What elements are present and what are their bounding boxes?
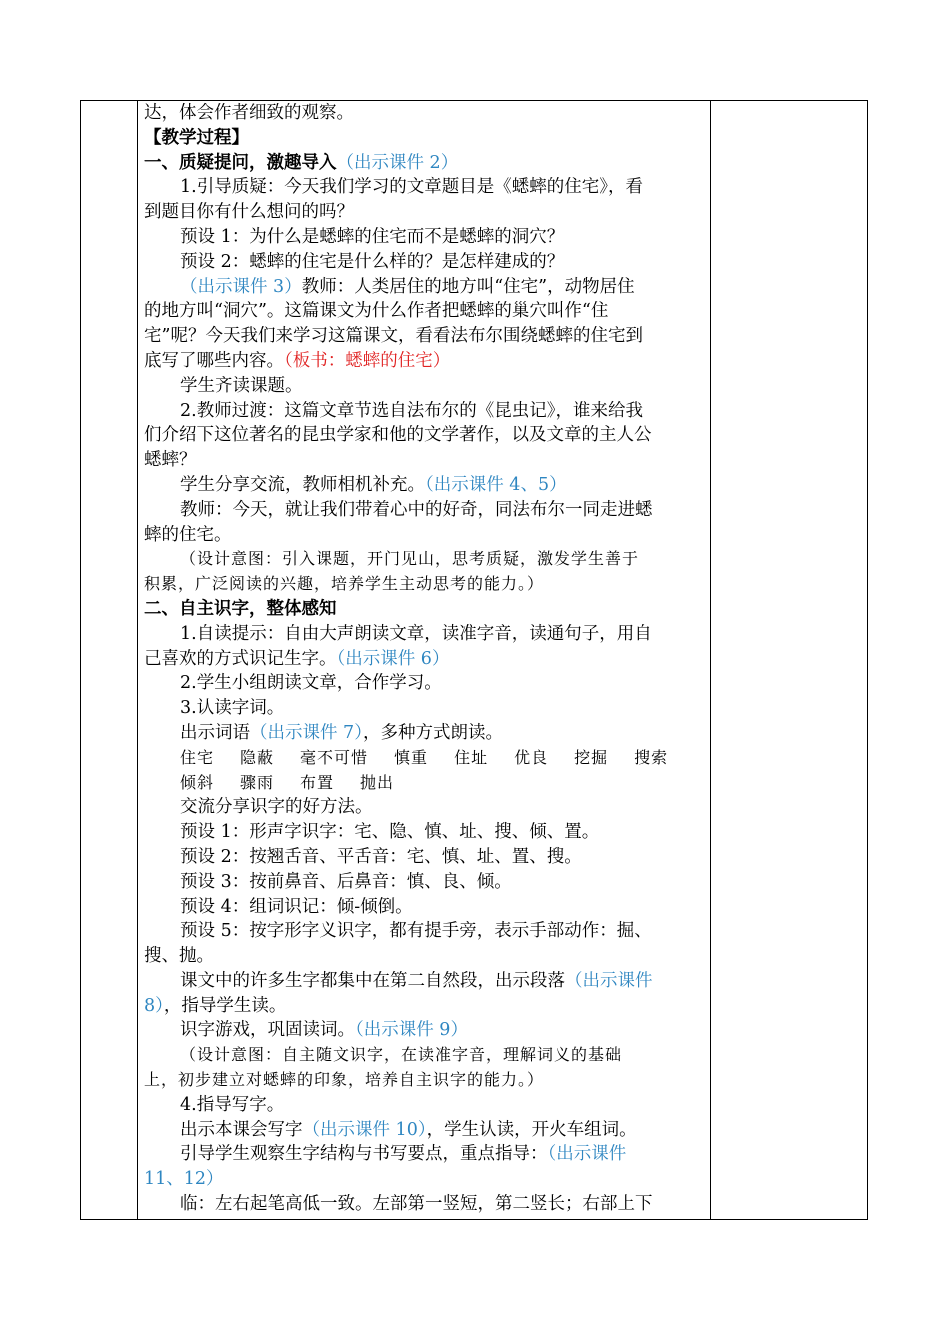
courseware-reference: （出示课件 7） <box>250 722 363 743</box>
text-line <box>144 771 707 796</box>
text-line <box>144 647 707 672</box>
text-line <box>144 423 707 448</box>
line-text: 学生分享交流，教师相机补充。 <box>180 474 425 495</box>
text-line <box>144 895 707 920</box>
text-line <box>144 969 707 994</box>
line-text: 学生齐读课题。 <box>180 375 303 396</box>
line-text: 搜、抛。 <box>144 946 214 967</box>
table-column-divider-right <box>710 101 711 1219</box>
text-line <box>144 126 707 151</box>
blackboard-note: （板书：蟋蟀的住宅） <box>284 350 451 371</box>
vocab-word: 隐蔽 <box>240 747 275 767</box>
line-text: 达，体会作者细致的观察。 <box>144 103 354 123</box>
line-text: 1.引导质疑：今天我们学习的文章题目是《蟋蟀的住宅》，看 <box>180 177 643 198</box>
text-line <box>144 101 707 126</box>
courseware-reference: （出示课件 <box>547 1144 627 1165</box>
line-text: 预设 4：组词识记：倾-倾倒。 <box>180 896 413 917</box>
text-line <box>144 448 707 473</box>
line-text: 识字游戏，巩固读词。 <box>180 1020 355 1041</box>
line-text: 教师：人类居住的地方叫“住宅”，动物居住 <box>301 276 635 297</box>
line-text: 预设 1：形声字识字：宅、隐、慎、址、搜、倾、置。 <box>180 822 600 843</box>
text-line <box>144 696 707 721</box>
text-line <box>144 1167 707 1192</box>
line-text: 【教学过程】 <box>144 127 249 148</box>
vocab-word: 慎重 <box>394 747 429 767</box>
vocab-word: 毫不可惜 <box>300 747 369 767</box>
vocab-word: 优良 <box>514 747 549 767</box>
line-text: 出示词语 <box>180 722 250 743</box>
text-line <box>144 1018 707 1043</box>
line-text: 教师：今天，就让我们带着心中的好奇，同法布尔一同走进蟋 <box>180 499 653 520</box>
line-text: 预设 2：蟋蟀的住宅是什么样的？是怎样建成的？ <box>180 251 565 272</box>
text-line <box>144 324 707 349</box>
line-text: 引导学生观察生字结构与书写要点，重点指导： <box>180 1144 548 1165</box>
text-line <box>144 275 707 300</box>
lesson-content <box>144 101 707 1217</box>
text-line <box>144 399 707 424</box>
line-text: 到题目你有什么想问的吗？ <box>144 202 354 223</box>
text-line <box>144 820 707 845</box>
line-text: （设计意图：引入课题，开门见山，思考质疑，激发学生善于 <box>180 549 640 569</box>
text-line <box>144 250 707 275</box>
vocab-word: 骤雨 <box>240 772 275 792</box>
line-text: ，指导学生读。 <box>163 995 287 1016</box>
line-text-after: ，学生认读，开火车组词。 <box>426 1119 637 1140</box>
text-line <box>144 473 707 498</box>
table-column-divider-left <box>137 101 138 1219</box>
line-text: 2.教师过渡：这篇文章节选自法布尔的《昆虫记》，谁来给我 <box>180 400 643 421</box>
text-line <box>144 845 707 870</box>
line-text: 2.学生小组朗读文章，合作学习。 <box>180 673 442 694</box>
text-line <box>144 225 707 250</box>
text-line <box>144 200 707 225</box>
text-line <box>144 374 707 399</box>
text-line <box>144 994 707 1019</box>
text-line <box>144 870 707 895</box>
text-line <box>144 919 707 944</box>
text-line <box>144 151 707 176</box>
line-text: 预设 5：按字形字义识字，都有提手旁，表示手部动作：掘、 <box>180 921 652 942</box>
courseware-reference: （出示课件 <box>565 970 653 991</box>
line-text: 们介绍下这位著名的昆虫学家和他的文学著作，以及文章的主人公 <box>144 425 652 446</box>
courseware-reference: （出示课件 4、5） <box>425 474 567 495</box>
line-text: 3.认读字词。 <box>180 698 285 719</box>
text-line <box>144 1142 707 1167</box>
text-line <box>144 746 707 771</box>
vocab-word: 倾斜 <box>180 772 215 792</box>
text-line <box>144 175 707 200</box>
text-line <box>144 1068 707 1093</box>
text-line <box>144 721 707 746</box>
line-text: 交流分享识字的好方法。 <box>180 797 373 818</box>
text-line <box>144 1192 707 1217</box>
line-text: （设计意图：自主随文识字，在读准字音，理解词义的基础 <box>180 1045 623 1065</box>
text-line <box>144 944 707 969</box>
text-line <box>144 349 707 374</box>
text-line <box>144 795 707 820</box>
line-text: 上，初步建立对蟋蟀的印象，培养自主识字的能力。） <box>144 1070 545 1090</box>
text-line <box>144 523 707 548</box>
courseware-reference: 8） <box>144 995 164 1016</box>
line-text: 课文中的许多生字都集中在第二自然段，出示段落 <box>180 970 565 991</box>
text-line <box>144 1118 707 1143</box>
text-line <box>144 498 707 523</box>
vocab-word: 挖掘 <box>574 747 609 767</box>
text-line <box>144 1043 707 1068</box>
vocab-word: 布置 <box>300 772 335 792</box>
line-text: 一、质疑提问，激趣导入 <box>144 152 337 173</box>
line-text: 出示本课会写字 <box>180 1119 303 1140</box>
courseware-reference: （出示课件 6） <box>336 648 450 669</box>
courseware-reference: 11、12） <box>144 1169 224 1190</box>
courseware-reference: （出示课件 2） <box>336 152 459 173</box>
line-text: 4.指导写字。 <box>180 1094 285 1115</box>
courseware-reference: （出示课件 3） <box>180 276 302 297</box>
line-text: 的地方叫“洞穴”。这篇课文为什么作者把蟋蟀的巢穴叫作“住 <box>144 301 609 322</box>
vocab-word: 抛出 <box>360 772 395 792</box>
line-text: 预设 1：为什么是蟋蟀的住宅而不是蟋蟀的洞穴？ <box>180 226 565 247</box>
text-line <box>144 671 707 696</box>
vocab-word: 搜索 <box>634 747 669 767</box>
line-text-after: ，多种方式朗读。 <box>362 722 503 743</box>
line-text: 蟀的住宅。 <box>144 524 232 545</box>
line-text: 积累，广泛阅读的兴趣，培养学生主动思考的能力。） <box>144 574 545 594</box>
text-line <box>144 547 707 572</box>
line-text: 1.自读提示：自由大声朗读文章，读准字音，读通句子，用自 <box>180 623 652 644</box>
vocab-word: 住宅 <box>180 747 215 767</box>
line-text: 预设 2：按翘舌音、平舌音：宅、慎、址、置、搜。 <box>180 846 582 867</box>
line-text: 己喜欢的方式识记生字。 <box>144 648 337 669</box>
line-text: 宅”呢？今天我们来学习这篇课文，看看法布尔围绕蟋蟀的住宅到 <box>144 326 643 347</box>
text-line <box>144 622 707 647</box>
line-text: 底写了哪些内容。 <box>144 350 284 371</box>
courseware-reference: （出示课件 10） <box>302 1119 427 1140</box>
text-line <box>144 597 707 622</box>
text-line <box>144 1093 707 1118</box>
line-text: 二、自主识字，整体感知 <box>144 598 337 619</box>
text-line <box>144 572 707 597</box>
line-text: 预设 3：按前鼻音、后鼻音：慎、良、倾。 <box>180 871 512 892</box>
vocab-word: 住址 <box>454 747 489 767</box>
line-text: 临：左右起笔高低一致。左部第一竖短，第二竖长；右部上下 <box>180 1194 653 1215</box>
courseware-reference: （出示课件 9） <box>355 1020 468 1041</box>
line-text: 蟋蟀？ <box>144 450 197 471</box>
text-line <box>144 299 707 324</box>
